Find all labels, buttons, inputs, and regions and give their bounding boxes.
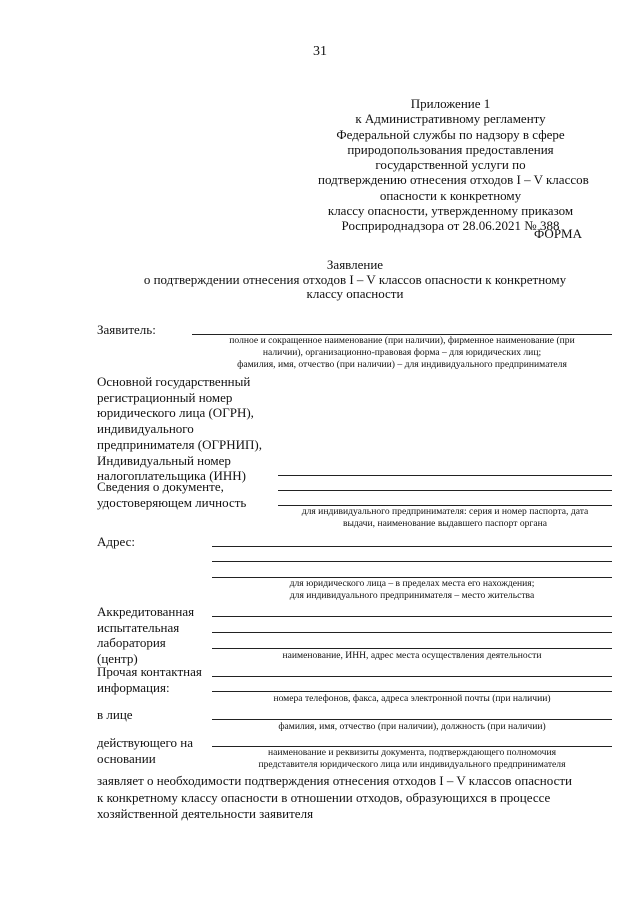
- identity-document-label: [97, 479, 246, 510]
- title-line: Заявление: [326, 257, 384, 272]
- basis-caption: [212, 747, 612, 771]
- contact-caption: номера телефонов, факса, адреса электронной почты (при наличии): [273, 693, 551, 704]
- title-line: о подтверждении отнесения отходов I – V классов опасности к конкретному: [143, 271, 567, 287]
- closing-line: заявляет о необходимости подтверждения отнесения отходов I – V классов опасности: [97, 773, 572, 788]
- address-label: Адрес:: [97, 534, 135, 549]
- label-line: регистрационный номер: [97, 389, 233, 405]
- ogrn-inn-label: [97, 374, 262, 484]
- laboratory-fill-line-2[interactable]: [212, 632, 612, 633]
- appendix-line: Приложение 1: [410, 96, 491, 111]
- label-line: налогоплательщика (ИНН): [97, 468, 247, 484]
- label-line: индивидуального: [97, 421, 194, 437]
- appendix-line: опасности к конкретному: [379, 187, 522, 203]
- caption-line: фамилия, имя, отчество (при наличии) – для индивидуального предпринимателя: [237, 359, 567, 370]
- identity-fill-line-1[interactable]: [278, 490, 612, 491]
- laboratory-fill-line-1[interactable]: [212, 616, 612, 617]
- label-line: Аккредитованная: [97, 604, 195, 619]
- identity-caption: [278, 506, 612, 530]
- caption-line: для индивидуального предпринимателя: серия и номер паспорта, дата: [301, 506, 589, 517]
- caption-line: представителя юридического лица или индивидуального предпринимателя: [258, 759, 566, 770]
- address-caption: [212, 578, 612, 602]
- title-line: классу опасности: [306, 286, 404, 301]
- document-title: [120, 258, 590, 302]
- contact-fill-line-2[interactable]: [212, 691, 612, 692]
- closing-line: хозяйственной деятельности заявителя: [97, 806, 314, 821]
- appendix-line: Росприроднадзора от 28.06.2021 № 388: [341, 218, 560, 234]
- representative-fill-line[interactable]: [212, 719, 612, 720]
- contact-fill-line-1[interactable]: [212, 676, 612, 677]
- label-line: Прочая контактная: [97, 664, 202, 679]
- representative-label: в лице: [97, 707, 133, 722]
- appendix-line: к Административному регламенту: [355, 111, 546, 127]
- appendix-line: классу опасности, утвержденному приказом: [327, 203, 574, 219]
- caption-line: выдачи, наименование выдавшего паспорт органа: [342, 518, 548, 529]
- label-line: информация:: [97, 679, 170, 695]
- laboratory-fill-line-3[interactable]: [212, 648, 612, 649]
- appendix-line: государственной услуги по: [375, 157, 526, 173]
- label-line: (центр): [97, 651, 138, 667]
- form-label: ФОРМА: [534, 226, 582, 241]
- applicant-label: Заявитель:: [97, 322, 156, 337]
- representative-caption: фамилия, имя, отчество (при наличии), должность (при наличии): [278, 721, 546, 732]
- label-line: действующего на: [97, 735, 193, 750]
- address-fill-line-1[interactable]: [212, 546, 612, 547]
- contact-info-label: [97, 664, 202, 695]
- applicant-caption: [192, 335, 612, 371]
- caption-line: для индивидуального предпринимателя – место жительства: [289, 590, 535, 601]
- label-line: Сведения о документе,: [97, 479, 224, 494]
- appendix-line: подтверждению отнесения отходов I – V классов: [318, 172, 589, 188]
- label-line: основании: [97, 750, 156, 766]
- appendix-line: природопользования предоставления: [347, 141, 554, 157]
- caption-line: наличии), организационно-правовая форма – для юридических лиц;: [262, 347, 542, 358]
- caption-line: полное и сокращенное наименование (при наличии), фирменное наименование (при: [229, 335, 575, 346]
- ogrn-inn-fill-line[interactable]: [278, 475, 612, 476]
- closing-paragraph: [97, 773, 607, 823]
- laboratory-caption: наименование, ИНН, адрес места осуществления деятельности: [282, 650, 542, 661]
- label-line: Основной государственный: [97, 374, 251, 389]
- page-number: 31: [313, 44, 327, 59]
- appendix-line: Федеральной службы по надзору в сфере: [336, 126, 565, 142]
- basis-label: [97, 735, 193, 766]
- label-line: Индивидуальный номер: [97, 452, 231, 468]
- caption-line: наименование и реквизиты документа, подтверждающего полномочия: [267, 747, 556, 758]
- caption-line: для юридического лица – в пределах места его нахождения;: [289, 578, 535, 589]
- appendix-header: [318, 96, 589, 234]
- label-line: юридического лица (ОГРН),: [97, 405, 254, 421]
- closing-line: к конкретному классу опасности в отношении отходов, образующихся в процессе: [97, 789, 551, 805]
- label-line: удостоверяющем личность: [97, 494, 247, 510]
- address-fill-line-2[interactable]: [212, 561, 612, 562]
- label-line: лаборатория: [97, 635, 166, 651]
- laboratory-label: [97, 604, 194, 667]
- label-line: испытательная: [97, 619, 180, 635]
- label-line: предпринимателя (ОГРНИП),: [97, 436, 262, 452]
